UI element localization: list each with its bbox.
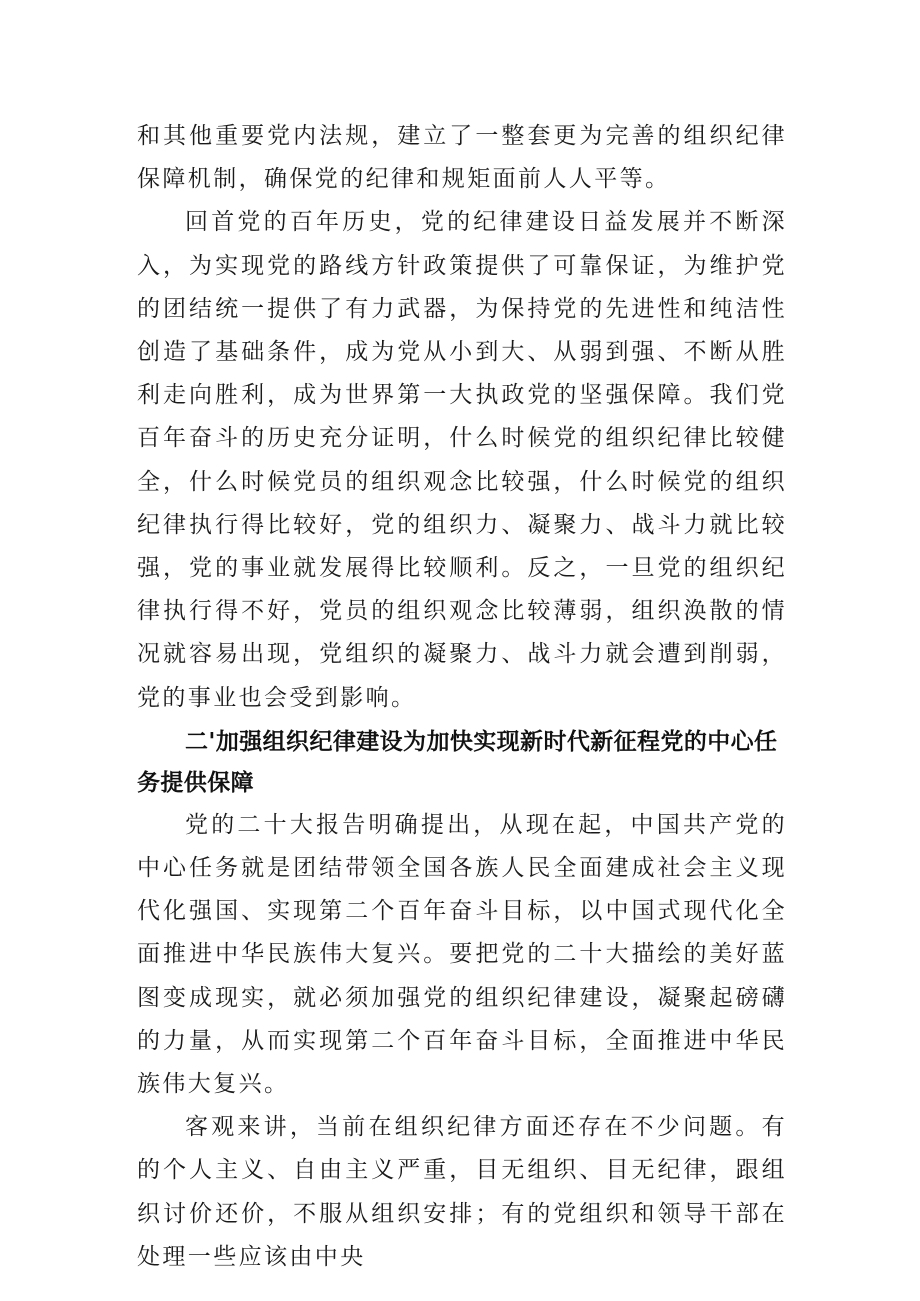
paragraph-continued: 和其他重要党内法规，建立了一整套更为完善的组织纪律保障机制，确保党的纪律和规矩面前人人平等。 — [137, 123, 787, 193]
section-heading: 二'加强组织纪律建设为加快实现新时代新征程党的中心任务提供保障 — [137, 728, 778, 796]
paragraph-current-problems: 客观来讲，当前在组织纪律方面还存在不少问题。有的个人主义、自由主义严重，目无组织、目无纪律，跟组织讨价还价，不服从组织安排；有的党组织和领导干部在处理一些应该由中央 — [137, 1114, 787, 1270]
paragraph-party-history: 回首党的百年历史，党的纪律建设日益发展并不断深入，为实现党的路线方针政策提供了可靠保证，为维护党的团结统一提供了有力武器，为保持党的先进性和纯洁性创造了基础条件，成为党从小到大、从弱到强、不断从胜利走向胜利，成为世界第一大执政党的坚强保障。我们党百年奋斗的历史充分证明，什么时候党的组织纪律比较健全，什么时候党员的组织观念比较强，什么时候党的组织纪律执行得比较好，党的组织力、凝聚力、战斗力就比较强，党的事业就发展得比较顺利。反之，一旦党的组织纪律执行得不好，党员的组织观念比较薄弱，组织涣散的情况就容易出现，党组织的凝聚力、战斗力就会遭到削弱，党的事业也会受到影响。 — [137, 209, 787, 711]
document-page — [137, 115, 787, 1279]
paragraph-central-task: 党的二十大报告明确提出，从现在起，中国共产党的中心任务就是团结带领全国各族人民全面建成社会主义现代化强国、实现第二个百年奋斗目标，以中国式现代化全面推进中华民族伟大复兴。要把党的二十大描绘的美好蓝图变成现实，就必须加强党的组织纪律建设，凝聚起磅礴的力量，从而实现第二个百年奋斗目标，全面推进中华民族伟大复兴。 — [137, 811, 787, 1098]
